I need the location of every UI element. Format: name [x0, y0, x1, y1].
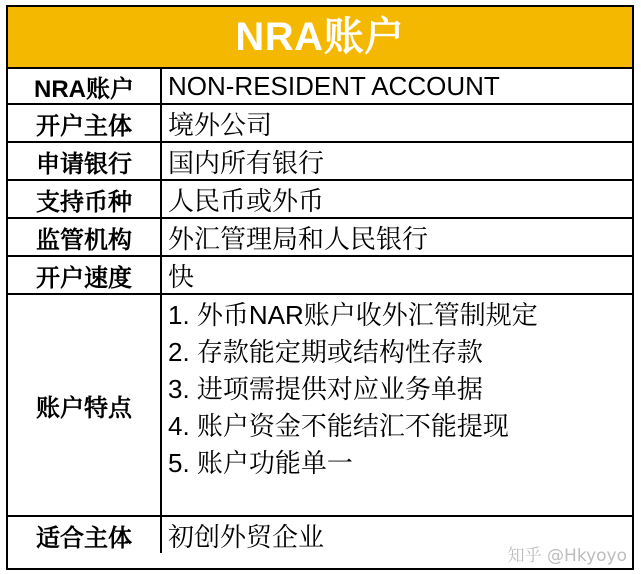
row-label: 适合主体 [8, 517, 162, 553]
watermark: 知乎 @Hkyoyo [507, 546, 627, 566]
list-item: 3. 进项需提供对应业务单据 [168, 374, 483, 404]
row-label: 支持币种 [8, 181, 162, 217]
list-item: 1. 外币NAR账户收外汇管制规定 [168, 300, 538, 330]
row-value: 国内所有银行 [168, 147, 325, 178]
row-label: 监管机构 [8, 219, 162, 255]
table-row [8, 257, 632, 295]
table-row [8, 219, 632, 257]
table-row [8, 143, 632, 181]
list-item: 4. 账户资金不能结汇不能提现 [168, 411, 509, 441]
table-row [8, 105, 632, 143]
nra-account-table-card [6, 5, 634, 570]
table-title: NRA账户 [235, 15, 405, 59]
row-label: NRA账户 [8, 69, 162, 103]
list-item: 5. 账户功能单一 [168, 448, 353, 478]
row-value: 外汇管理局和人民银行 [168, 223, 429, 254]
row-value: 境外公司 [168, 109, 273, 140]
row-label: 开户速度 [8, 257, 162, 293]
feature-list [168, 295, 538, 482]
info-table [8, 69, 632, 553]
row-value: NON-RESIDENT ACCOUNT [168, 70, 500, 101]
title-bar [8, 7, 632, 69]
row-value: 初创外贸企业 [168, 521, 325, 552]
row-value: 人民币或外币 [168, 185, 325, 216]
table-row [8, 181, 632, 219]
table-row [8, 69, 632, 105]
features-row [8, 295, 632, 517]
row-value: 快 [168, 261, 195, 292]
features-label: 账户特点 [8, 295, 162, 515]
row-label: 申请银行 [8, 143, 162, 179]
list-item: 2. 存款能定期或结构性存款 [168, 337, 483, 367]
row-label: 开户主体 [8, 105, 162, 141]
